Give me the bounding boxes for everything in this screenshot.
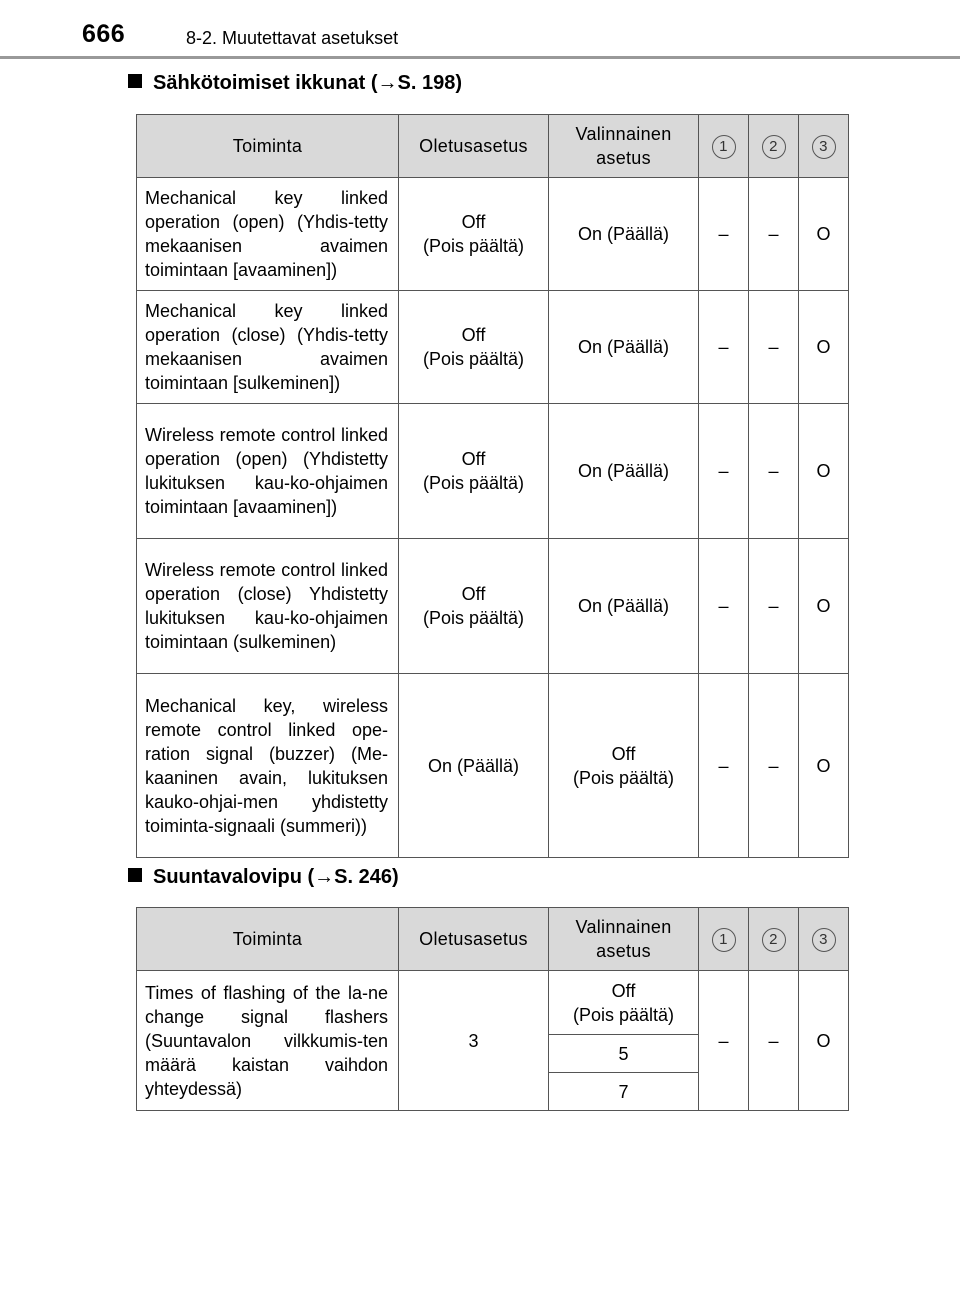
method-3-cell: O (799, 404, 849, 539)
default-value: Off (461, 212, 486, 232)
settings-table-power-windows (136, 114, 849, 858)
section-title: Sähkötoimiset ikkunat ( (153, 72, 378, 94)
table-row (137, 674, 849, 858)
function-cell: Times of flashing of the la-ne change signal flashers (Suuntavalon vilkkumis-ten määrä kaistan vaihdon yhteydessä) (137, 971, 399, 1111)
optional-cell (549, 674, 699, 858)
optional-value: Off (611, 743, 636, 764)
section-ref: S. 198) (397, 72, 462, 94)
method-2-cell: – (749, 404, 799, 539)
function-cell: Wireless remote control linked operation (close) Yhdistetty lukituksen kau-ko-ohjaimen toimintaan (sulkeminen) (137, 539, 399, 674)
col-optional: Valinnainen asetus (549, 115, 699, 178)
col-default: Oletusasetus (399, 115, 549, 178)
optional-cell: On (Päällä) (549, 539, 699, 674)
optional-cell: 5 (549, 1035, 699, 1073)
section-title: Suuntavalovipu ( (153, 866, 315, 888)
optional-cell: On (Päällä) (549, 404, 699, 539)
default-cell (399, 404, 549, 539)
table-header-row (137, 115, 849, 178)
default-cell (399, 178, 549, 291)
default-value: Off (461, 449, 486, 469)
optional-value-sub: (Pois päältä) (572, 767, 675, 788)
method-2-cell: – (749, 971, 799, 1111)
col-method-3 (799, 908, 849, 971)
section-heading-power-windows (128, 72, 462, 95)
method-3-cell: O (799, 291, 849, 404)
col-optional: Valinnainen asetus (549, 908, 699, 971)
circled-1-icon: 1 (712, 135, 736, 159)
method-1-cell: – (699, 971, 749, 1111)
circled-2-icon: 2 (762, 928, 786, 952)
square-bullet-icon (128, 868, 142, 882)
col-function: Toiminta (137, 908, 399, 971)
method-1-cell: – (699, 291, 749, 404)
settings-table-turn-signal (136, 907, 849, 1111)
function-cell: Mechanical key linked operation (close) (Yhdis-tetty mekaanisen avaimen toimintaan [sulkeminen]) (137, 291, 399, 404)
col-function: Toiminta (137, 115, 399, 178)
col-method-3 (799, 115, 849, 178)
table-row (137, 539, 849, 674)
method-3-cell: O (799, 539, 849, 674)
default-value-sub: (Pois päältä) (422, 473, 525, 493)
col-method-2 (749, 908, 799, 971)
circled-1-icon: 1 (712, 928, 736, 952)
square-bullet-icon (128, 74, 142, 88)
optional-cell: On (Päällä) (549, 291, 699, 404)
default-value-sub: (Pois päältä) (422, 349, 525, 369)
default-value: Off (461, 325, 486, 345)
method-2-cell: – (749, 291, 799, 404)
optional-cell: 7 (549, 1073, 699, 1111)
function-cell: Mechanical key, wireless remote control linked ope-ration signal (buzzer) (Me-kaaninen avain, lukituksen kauko-ohjai-men yhdistetty toiminta-signaali (summeri)) (137, 674, 399, 858)
default-cell: On (Päällä) (399, 674, 549, 858)
optional-cell (549, 971, 699, 1035)
circled-3-icon: 3 (812, 135, 836, 159)
optional-value-sub: (Pois päältä) (572, 1004, 675, 1025)
header-rule (0, 56, 960, 59)
method-3-cell: O (799, 178, 849, 291)
circled-2-icon: 2 (762, 135, 786, 159)
table-header-row (137, 908, 849, 971)
method-2-cell: – (749, 178, 799, 291)
default-cell: 3 (399, 971, 549, 1111)
table-row (137, 291, 849, 404)
function-cell: Wireless remote control linked operation (open) (Yhdistetty lukituksen kau-ko-ohjaimen toimintaan [avaaminen]) (137, 404, 399, 539)
method-3-cell: O (799, 971, 849, 1111)
method-1-cell: – (699, 674, 749, 858)
table-row (137, 404, 849, 539)
page-number: 666 (82, 20, 126, 48)
section-path: 8-2. Muutettavat asetukset (186, 28, 399, 48)
optional-value: Off (611, 980, 636, 1001)
arrow-right-icon: → (377, 72, 398, 94)
arrow-right-icon: → (314, 866, 335, 888)
col-method-2 (749, 115, 799, 178)
circled-3-icon: 3 (812, 928, 836, 952)
method-1-cell: – (699, 178, 749, 291)
default-value: Off (461, 584, 486, 604)
col-method-1 (699, 115, 749, 178)
method-3-cell: O (799, 674, 849, 858)
col-default: Oletusasetus (399, 908, 549, 971)
optional-cell: On (Päällä) (549, 178, 699, 291)
page-header (0, 0, 960, 62)
function-cell: Mechanical key linked operation (open) (Yhdis-tetty mekaanisen avaimen toimintaan [avaaminen]) (137, 178, 399, 291)
default-cell (399, 539, 549, 674)
section-heading-turn-signal (128, 866, 399, 889)
table-row (137, 178, 849, 291)
col-method-1 (699, 908, 749, 971)
method-1-cell: – (699, 539, 749, 674)
default-value-sub: (Pois päältä) (422, 236, 525, 256)
table-row (137, 971, 849, 1035)
default-cell (399, 291, 549, 404)
method-2-cell: – (749, 539, 799, 674)
method-2-cell: – (749, 674, 799, 858)
section-ref: S. 246) (334, 866, 399, 888)
default-value-sub: (Pois päältä) (422, 608, 525, 628)
method-1-cell: – (699, 404, 749, 539)
